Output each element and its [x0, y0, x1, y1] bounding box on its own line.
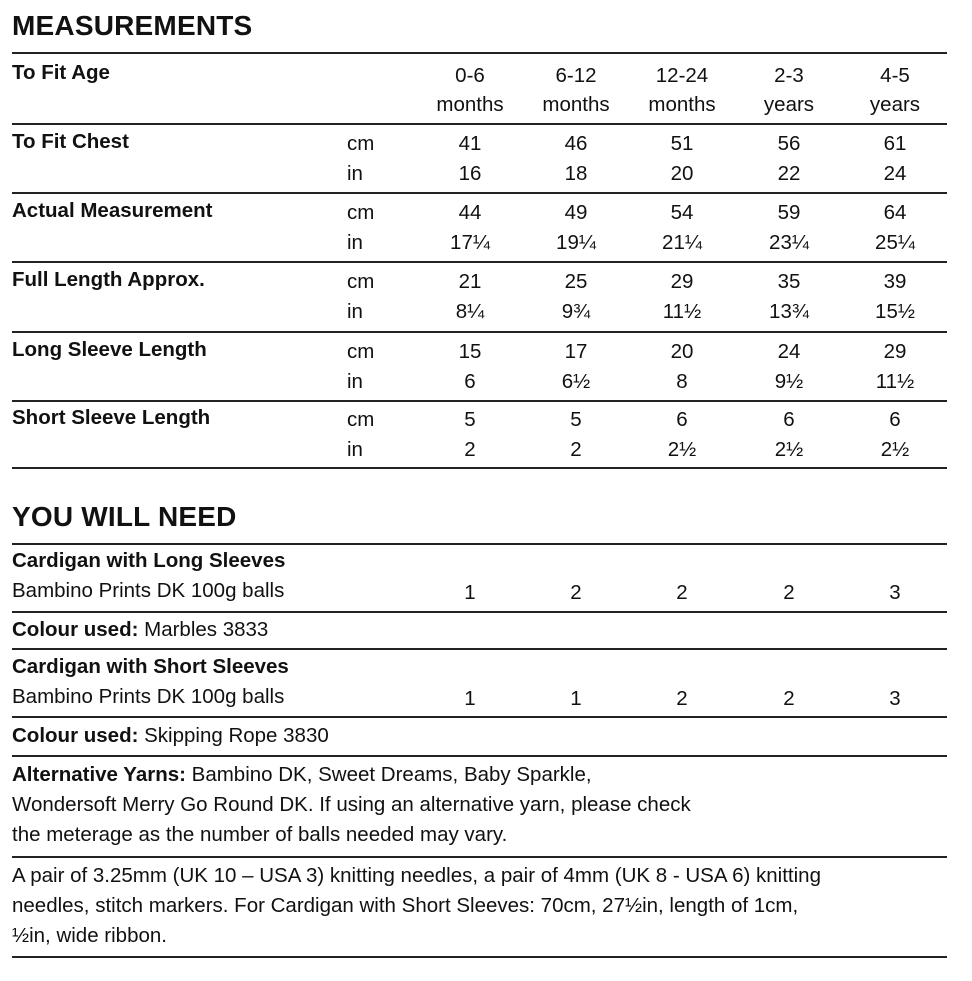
short-balls: 2 [783, 687, 795, 710]
long-sleeve-in: 6 [464, 370, 476, 393]
needles-line-2: needles, stitch markers. For Cardigan with Short Sleeves: 70cm, 27½in, length of 1cm, [12, 894, 799, 917]
chest-in: 18 [564, 162, 588, 185]
actual-cm: 44 [458, 201, 482, 224]
alt-line-3: the meterage as the number of balls needed may vary. [12, 823, 508, 846]
unit-in: in [347, 231, 363, 254]
needles-line-1: A pair of 3.25mm (UK 10 – USA 3) knitting needles, a pair of 4mm (UK 8 - USA 6) knitting [12, 864, 821, 887]
unit-cm: cm [347, 340, 375, 363]
row-label-short-sleeve: Short Sleeve Length [12, 406, 211, 429]
actual-in: 25¼ [875, 231, 915, 254]
long-balls: 2 [783, 581, 795, 604]
length-cm: 25 [564, 270, 588, 293]
length-in: 9¾ [561, 300, 591, 323]
alternative-yarns [12, 760, 691, 850]
long-sleeve-cm: 15 [458, 340, 482, 363]
age-col-2: 12-24 [655, 64, 709, 87]
unit-cm: cm [347, 132, 375, 155]
row-label-length: Full Length Approx. [12, 268, 205, 291]
divider [12, 856, 947, 858]
length-cm: 35 [777, 270, 801, 293]
unit-in: in [347, 300, 363, 323]
long-sleeve-in: 6½ [561, 370, 591, 393]
actual-cm: 59 [777, 201, 801, 224]
measurements-title: MEASUREMENTS [12, 10, 253, 41]
chest-in: 20 [670, 162, 694, 185]
divider [12, 543, 947, 545]
length-in: 8¼ [455, 300, 485, 323]
actual-cm: 49 [564, 201, 588, 224]
row-label-long-sleeve: Long Sleeve Length [12, 338, 207, 361]
long-balls: 2 [570, 581, 582, 604]
length-in: 13¾ [769, 300, 809, 323]
row-label-chest: To Fit Chest [12, 130, 129, 153]
age-col-1-unit: months [542, 93, 610, 116]
unit-in: in [347, 438, 363, 461]
needles-line-3: ½in, wide ribbon. [12, 924, 167, 947]
colour-value: Skipping Rope 3830 [138, 724, 329, 747]
length-cm: 29 [670, 270, 694, 293]
long-sleeve-cm: 24 [777, 340, 801, 363]
long-sleeve-in: 11½ [875, 370, 915, 393]
unit-in: in [347, 370, 363, 393]
actual-in: 23¼ [769, 231, 809, 254]
long-balls: 2 [676, 581, 688, 604]
long-balls: 1 [464, 581, 476, 604]
length-in: 15½ [875, 300, 915, 323]
short-sleeves-heading: Cardigan with Short Sleeves [12, 655, 289, 678]
actual-cm: 54 [670, 201, 694, 224]
colour-label: Colour used: [12, 618, 139, 641]
divider [12, 331, 947, 333]
divider [12, 956, 947, 958]
divider [12, 611, 947, 613]
long-sleeve-cm: 17 [564, 340, 588, 363]
chest-in: 22 [777, 162, 801, 185]
divider [12, 755, 947, 757]
alt-line-1 [12, 760, 691, 790]
length-cm: 21 [458, 270, 482, 293]
divider [12, 648, 947, 650]
unit-cm: cm [347, 270, 375, 293]
unit-in: in [347, 162, 363, 185]
alt-text: Bambino DK, Sweet Dreams, Baby Sparkle, [185, 763, 592, 786]
length-cm: 39 [883, 270, 907, 293]
unit-cm: cm [347, 408, 375, 431]
age-col-0: 0-6 [455, 64, 485, 87]
short-sleeve-cm: 5 [570, 408, 582, 431]
chest-cm: 51 [670, 132, 694, 155]
divider [12, 52, 947, 54]
long-sleeve-in: 8 [676, 370, 688, 393]
chest-cm: 41 [458, 132, 482, 155]
chest-cm: 56 [777, 132, 801, 155]
age-col-4: 4-5 [880, 64, 910, 87]
short-balls: 1 [570, 687, 582, 710]
needles-notes [12, 861, 821, 951]
divider [12, 123, 947, 125]
age-label: To Fit Age [12, 61, 110, 84]
divider [12, 716, 947, 718]
you-will-need-title: YOU WILL NEED [12, 501, 237, 532]
short-balls: 1 [464, 687, 476, 710]
divider [12, 400, 947, 402]
long-sleeve-cm: 29 [883, 340, 907, 363]
short-sleeve-cm: 6 [889, 408, 901, 431]
chest-in: 16 [458, 162, 482, 185]
divider [12, 261, 947, 263]
row-label-actual: Actual Measurement [12, 199, 213, 222]
chest-cm: 61 [883, 132, 907, 155]
short-sleeve-in: 2½ [667, 438, 697, 461]
actual-in: 17¼ [450, 231, 490, 254]
long-balls: 3 [889, 581, 901, 604]
alt-line-2: Wondersoft Merry Go Round DK. If using an alternative yarn, please check [12, 793, 691, 816]
actual-in: 19¼ [556, 231, 596, 254]
age-col-2-unit: months [648, 93, 716, 116]
divider [12, 467, 947, 469]
age-col-3-unit: years [763, 93, 815, 116]
divider [12, 192, 947, 194]
short-sleeves-yarn: Bambino Prints DK 100g balls [12, 685, 285, 708]
long-sleeves-heading: Cardigan with Long Sleeves [12, 549, 286, 572]
unit-cm: cm [347, 201, 375, 224]
short-sleeve-cm: 5 [464, 408, 476, 431]
long-colour-line [12, 620, 268, 641]
short-sleeve-in: 2½ [880, 438, 910, 461]
long-sleeve-cm: 20 [670, 340, 694, 363]
long-sleeve-in: 9½ [774, 370, 804, 393]
short-colour-line [12, 726, 329, 747]
short-balls: 2 [676, 687, 688, 710]
length-in: 11½ [662, 300, 702, 323]
alt-label: Alternative Yarns: [12, 763, 186, 786]
actual-cm: 64 [883, 201, 907, 224]
colour-value: Marbles 3833 [138, 618, 269, 641]
short-sleeve-in: 2 [464, 438, 476, 461]
age-col-0-unit: months [436, 93, 504, 116]
short-sleeve-in: 2½ [774, 438, 804, 461]
short-sleeve-cm: 6 [783, 408, 795, 431]
actual-in: 21¼ [662, 231, 702, 254]
short-sleeve-cm: 6 [676, 408, 688, 431]
age-col-3: 2-3 [774, 64, 804, 87]
chest-cm: 46 [564, 132, 588, 155]
age-col-1: 6-12 [555, 64, 597, 87]
chest-in: 24 [883, 162, 907, 185]
colour-label: Colour used: [12, 724, 139, 747]
short-balls: 3 [889, 687, 901, 710]
age-col-4-unit: years [869, 93, 921, 116]
long-sleeves-yarn: Bambino Prints DK 100g balls [12, 579, 285, 602]
short-sleeve-in: 2 [570, 438, 582, 461]
